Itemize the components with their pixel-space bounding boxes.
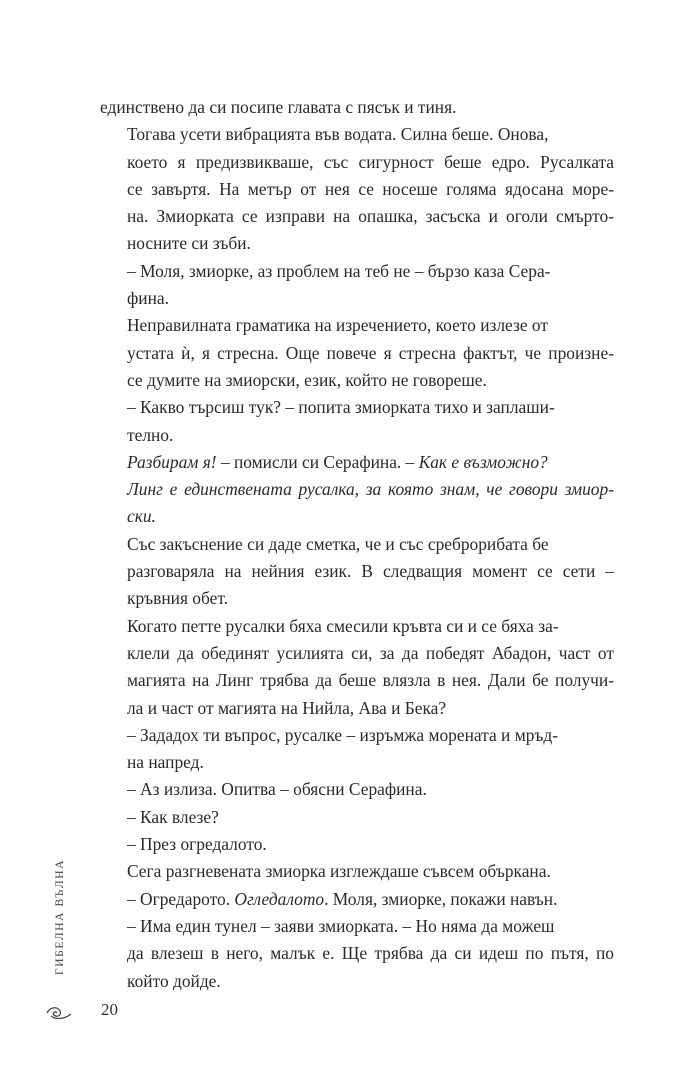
text-line: клели да обединят усилията си, за да победят Абадон, част от xyxy=(127,642,614,663)
text-line: Когато петте русалки бяха смесили кръвта си и се бяха за- xyxy=(127,615,559,636)
italic-text: Разбирам я! xyxy=(127,451,217,472)
text-line: разговаряла на нейния език. В следващия момент се сети – xyxy=(127,561,614,582)
text-line: кръвния обет. xyxy=(127,588,228,609)
paragraph xyxy=(100,613,614,722)
text-line: – Как влезе? xyxy=(127,806,219,827)
paragraph xyxy=(100,886,614,913)
text-line: което я предизвикваше, със сигурност беше едро. Русалката xyxy=(127,151,614,172)
paragraph xyxy=(100,831,614,858)
page-number: 20 xyxy=(101,1000,118,1019)
running-head: ГИБЕЛНА ВЪЛНА xyxy=(54,858,66,975)
paragraph xyxy=(100,776,614,803)
paragraph xyxy=(100,531,614,613)
text-run: – Огредарото. xyxy=(127,888,235,909)
text-run: . Моля, змиорке, покажи навън. xyxy=(324,888,558,909)
italic-text: Огледалото xyxy=(234,888,325,909)
text-line: Сега разгневената змиорка изглеждаше съвсем объркана. xyxy=(127,861,551,882)
paragraph xyxy=(100,804,614,831)
text-line: се завъртя. На метър от нея се носеше голяма ядосана море- xyxy=(127,178,614,199)
text-line: ла и част от магията на Нийла, Ава и Бека? xyxy=(127,697,447,718)
text-line: – Има един тунел – заяви змиорката. – Но няма да можеш xyxy=(127,915,555,936)
paragraph xyxy=(100,258,614,313)
text-line: фина. xyxy=(127,288,169,309)
text-line: Тогава усети вибрацията във водата. Силна беше. Онова, xyxy=(127,124,549,145)
text-line: Неправилната граматика на изречението, което излезе от xyxy=(127,315,548,336)
text-line: – Зададох ти въпрос, русалке – изръмжа морената и мръд- xyxy=(127,724,559,745)
paragraph xyxy=(100,312,614,394)
italic-text-line: Линг е единствената русалка, за която знам, че говори змиор- xyxy=(127,479,614,500)
text-line: – Моля, змиорке, аз проблем на теб не – бързо каза Сера- xyxy=(127,260,551,281)
text-line: устата ѝ, я стресна. Още повече я стресна фактът, че произне- xyxy=(127,342,614,363)
text-line: да влезеш в него, малък е. Ще трябва да си идеш по пътя, по xyxy=(127,943,614,964)
text-line: телно. xyxy=(127,424,174,445)
wave-flourish-icon xyxy=(44,1003,74,1023)
text-line: на. Змиорката се изправи на опашка, засъска и оголи смърто- xyxy=(127,206,614,227)
text-line: на напред. xyxy=(127,752,204,773)
text-line: единствено да си посипе главата с пясък и тиня. xyxy=(100,97,457,117)
page-body xyxy=(100,94,614,995)
paragraph xyxy=(100,722,614,777)
text-line: който дойде. xyxy=(127,970,221,991)
paragraph xyxy=(100,94,614,121)
paragraph xyxy=(100,858,614,885)
text-line: носните си зъби. xyxy=(127,233,251,254)
text-run: – помисли си Серафина. – xyxy=(216,451,419,472)
italic-text: Как е възможно? xyxy=(418,451,548,472)
paragraph xyxy=(100,449,614,531)
paragraph xyxy=(100,121,614,257)
paragraph xyxy=(100,913,614,995)
text-line: – Какво търсиш тук? – попита змиорката тихо и заплаши- xyxy=(127,397,555,418)
italic-text-line: ски. xyxy=(127,506,156,527)
text-line: се думите на змиорски, език, който не говореше. xyxy=(127,369,487,390)
text-line: Със закъснение си даде сметка, че и със среброрибата бе xyxy=(127,533,549,554)
text-line: магията на Линг трябва да беше влязла в нея. Дали бе получи- xyxy=(127,670,614,691)
paragraph xyxy=(100,394,614,449)
text-line: – През огредалото. xyxy=(127,834,267,855)
text-line: – Аз излиза. Опитва – обясни Серафина. xyxy=(127,779,427,800)
